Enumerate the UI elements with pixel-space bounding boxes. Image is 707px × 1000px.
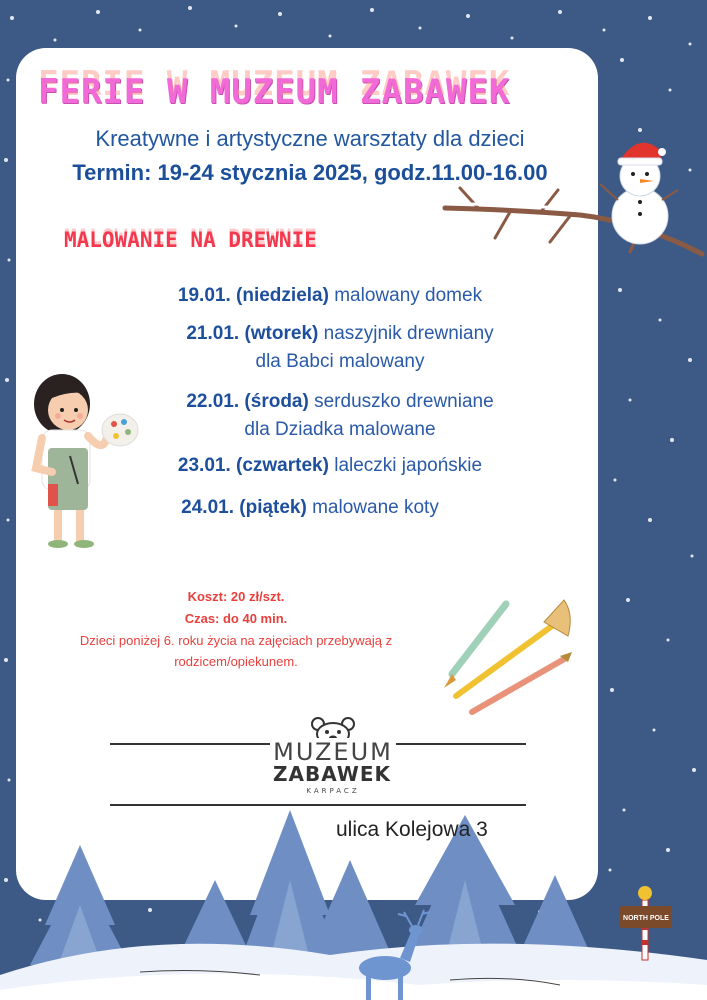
subtitle: Kreatywne i artystyczne warsztaty dla dzieci — [95, 126, 525, 151]
workshop-day: 24.01. (piątek) — [181, 497, 307, 518]
address: ulica Kolejowa 3 — [336, 818, 488, 841]
time-info: Czas: do 40 min. — [184, 611, 288, 626]
workshop-item — [120, 282, 540, 310]
logo-text-karpacz: KARPACZ — [270, 787, 396, 795]
workshop-day: 19.01. (niedziela) — [177, 285, 329, 306]
workshop-day: 23.01. (czwartek) — [177, 455, 329, 476]
main-title: FERIE W MUZEUM ZABAWEK — [38, 72, 511, 112]
workshop-text: serduszko drewniane — [314, 391, 494, 412]
cost-info: Koszt: 20 zł/szt. — [187, 589, 285, 604]
logo-text-zabawek: ZABAWEK — [272, 762, 392, 786]
workshop-item — [120, 452, 540, 480]
section-title: MALOWANIE NA DREWNIE — [64, 228, 317, 252]
paintbrushes-icon — [436, 596, 576, 722]
north-pole-sign-icon — [620, 886, 672, 960]
workshop-text: laleczki japońskie — [334, 455, 483, 476]
workshop-day: 21.01. (wtorek) — [186, 323, 319, 344]
logo-text-muzeum: MUZEUM — [270, 738, 396, 766]
workshop-text: naszyjnik drewniany — [323, 323, 494, 344]
event-dates: Termin: 19-24 stycznia 2025, godz.11.00-16.00 — [72, 160, 548, 185]
workshop-text-line2: dla Babci malowany — [255, 351, 425, 372]
sign-label: NORTH POLE — [623, 915, 669, 922]
girl-painter-icon — [22, 372, 142, 552]
age-note: Dzieci poniżej 6. roku życia na zajęciach przebywają z rodzicem/opiekunem. — [79, 633, 393, 669]
snowman-icon — [600, 143, 678, 244]
workshop-item — [130, 320, 550, 376]
workshop-item — [100, 494, 520, 522]
workshop-day: 22.01. (środa) — [186, 391, 309, 412]
workshop-text: malowany domek — [334, 285, 483, 306]
divider-bottom — [110, 804, 526, 806]
workshop-text-line2: dla Dziadka malowane — [244, 419, 436, 440]
workshop-item — [130, 388, 550, 444]
workshop-text: malowane koty — [312, 497, 439, 518]
